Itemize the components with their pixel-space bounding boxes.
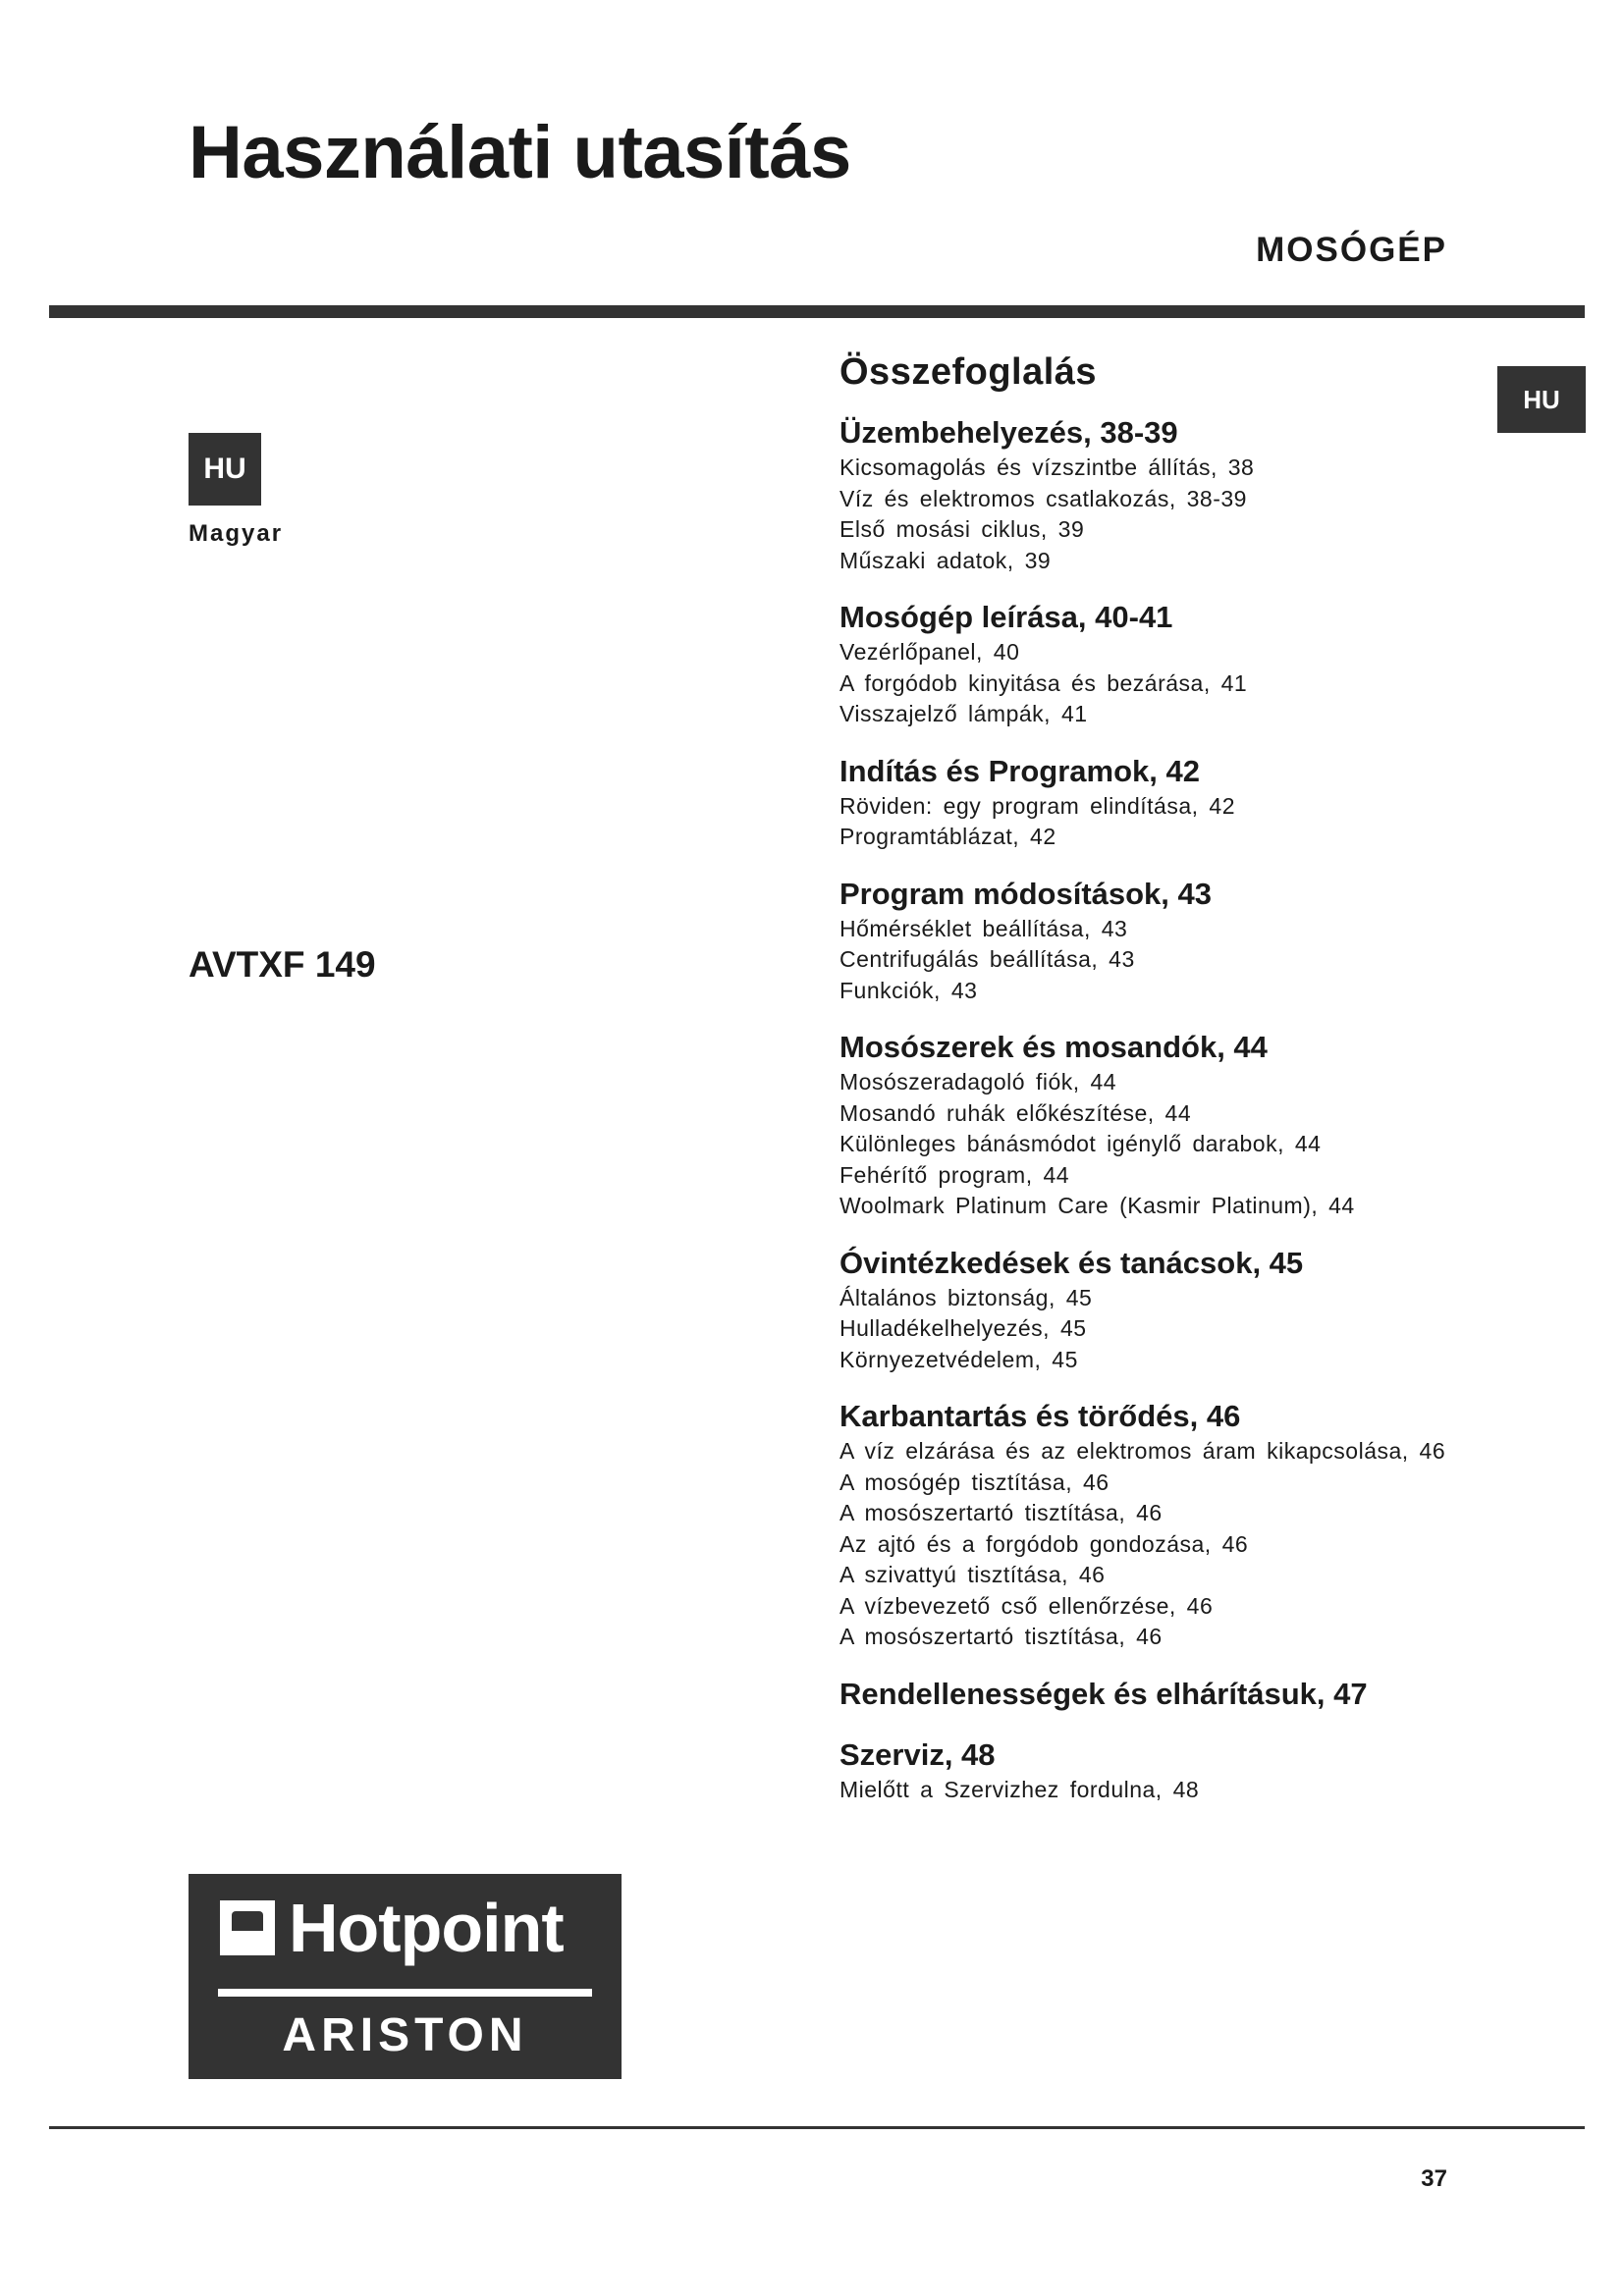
- toc-item: A víz elzárása és az elektromos áram kikapcsolása, 46: [839, 1438, 1446, 1464]
- side-language-tab: HU: [1497, 366, 1586, 433]
- toc-section: [839, 1028, 1488, 1222]
- toc-section-heading: Mosógép leírása, 40-41: [839, 600, 1173, 634]
- model-number: AVTXF 149: [189, 944, 376, 985]
- header-divider: [49, 305, 1585, 318]
- toc-item: Első mosási ciklus, 39: [839, 516, 1085, 542]
- toc-section-heading: Rendellenességek és elhárításuk, 47: [839, 1676, 1368, 1711]
- toc-item: A mosószertartó tisztítása, 46: [839, 1624, 1163, 1649]
- toc-section-heading: Program módosítások, 43: [839, 876, 1213, 911]
- document-title: Használati utasítás: [189, 111, 851, 194]
- toc-section: [839, 1244, 1488, 1376]
- toc-item: Környezetvédelem, 45: [839, 1346, 1078, 1372]
- toc-item: Hőmérséklet beállítása, 43: [839, 915, 1128, 941]
- toc-item: Műszaki adatok, 39: [839, 547, 1052, 573]
- toc-item: Funkciók, 43: [839, 977, 978, 1003]
- brand-logo: [189, 1874, 622, 2079]
- toc-item: Röviden: egy program elindítása, 42: [839, 792, 1235, 819]
- toc-section: [839, 1397, 1488, 1653]
- toc-item: Visszajelző lámpák, 41: [839, 701, 1088, 726]
- toc-item: Fehérítő program, 44: [839, 1161, 1070, 1188]
- logo-top-row: [220, 1890, 564, 1966]
- toc-title: Összefoglalás: [839, 351, 1098, 393]
- toc-section-heading: Óvintézkedések és tanácsok, 45: [839, 1245, 1304, 1280]
- toc-section: [839, 875, 1488, 1007]
- toc-item: Centrifugálás beállítása, 43: [839, 946, 1135, 972]
- toc-section-heading: Mosószerek és mosandók, 44: [839, 1030, 1268, 1064]
- language-badge: HU: [189, 433, 261, 506]
- logo-mark-icon: [220, 1900, 275, 1955]
- toc-item: Kicsomagolás és vízszintbe állítás, 38: [839, 454, 1255, 480]
- toc-section-heading: Indítás és Programok, 42: [839, 753, 1200, 788]
- toc-section: [839, 413, 1488, 576]
- toc-item: A szivattyú tisztítása, 46: [839, 1562, 1106, 1587]
- toc-item: Woolmark Platinum Care (Kasmir Platinum), 44: [839, 1193, 1355, 1218]
- toc-section-heading: Karbantartás és törődés, 46: [839, 1399, 1241, 1433]
- logo-sub-brand: ARISTON: [282, 2009, 528, 2061]
- logo-brand-name: Hotpoint: [289, 1890, 564, 1966]
- toc-section: [839, 598, 1488, 730]
- toc-item: Víz és elektromos csatlakozás, 38-39: [839, 485, 1247, 511]
- toc-section: [839, 1735, 1488, 1806]
- toc-item: A vízbevezető cső ellenőrzése, 46: [839, 1592, 1214, 1619]
- toc-item: Programtáblázat, 42: [839, 824, 1056, 849]
- toc-item: Az ajtó és a forgódob gondozása, 46: [839, 1530, 1249, 1557]
- toc-item: A mosószertartó tisztítása, 46: [839, 1500, 1163, 1525]
- logo-divider: [218, 1989, 592, 1997]
- toc-section-heading: Szerviz, 48: [839, 1736, 996, 1772]
- toc-item: Különleges bánásmódot igénylő darabok, 44: [839, 1131, 1322, 1156]
- toc-item: A mosógép tisztítása, 46: [839, 1468, 1110, 1495]
- toc-sections: [839, 413, 1488, 1805]
- toc-section: [839, 1675, 1488, 1714]
- toc-item: A forgódob kinyitása és bezárása, 41: [839, 669, 1248, 696]
- toc-item: Hulladékelhelyezés, 45: [839, 1315, 1087, 1341]
- toc-item: Mielőtt a Szervizhez fordulna, 48: [839, 1776, 1200, 1802]
- toc-item: Mosandó ruhák előkészítése, 44: [839, 1099, 1192, 1126]
- toc-item: Általános biztonság, 45: [839, 1284, 1093, 1310]
- footer-divider: [49, 2126, 1585, 2129]
- toc-item: Vezérlőpanel, 40: [839, 639, 1020, 665]
- language-label: Magyar: [189, 520, 284, 547]
- toc-item: Mosószeradagoló fiók, 44: [839, 1069, 1117, 1095]
- table-of-contents: [839, 351, 1488, 1827]
- toc-section: [839, 752, 1488, 853]
- toc-section-heading: Üzembehelyezés, 38-39: [839, 415, 1178, 450]
- product-type: MOSÓGÉP: [1256, 231, 1447, 269]
- page-number: 37: [1421, 2165, 1447, 2192]
